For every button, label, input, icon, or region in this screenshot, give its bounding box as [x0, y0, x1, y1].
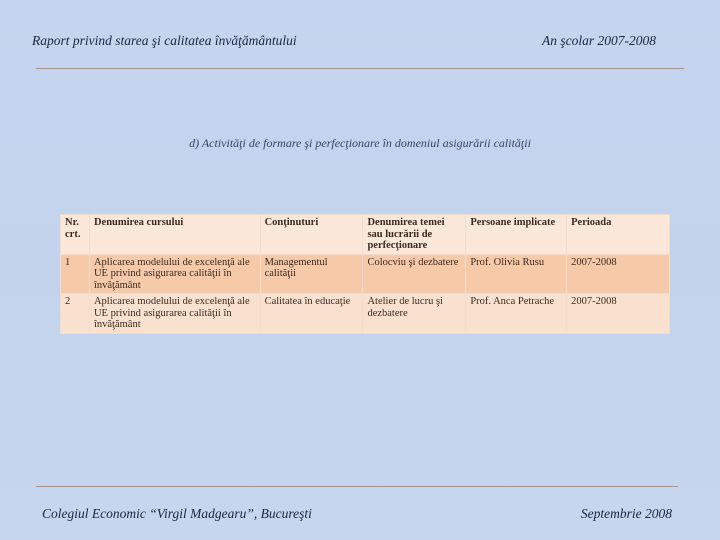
- cell-topic: Colocviu şi dezbatere: [363, 254, 466, 294]
- cell-nr: 1: [61, 254, 90, 294]
- cell-course: Aplicarea modelului de excelenţă ale UE privind asigurarea calităţii în învăţământ: [89, 254, 260, 294]
- header-school-year: An şcolar 2007-2008: [542, 33, 656, 48]
- cell-period: 2007-2008: [567, 254, 670, 294]
- header-report-title: Raport privind starea şi calitatea învăţământului: [32, 33, 297, 48]
- section-title: d) Activităţi de formare şi perfecţionare în domeniul asigurării calităţii: [189, 136, 531, 150]
- table-header-row: [61, 215, 670, 255]
- col-header-content: Conţinuturi: [260, 215, 363, 255]
- cell-period: 2007-2008: [567, 294, 670, 334]
- col-header-course: Denumirea cursului: [89, 215, 260, 255]
- footer-institution: Colegiul Economic “Virgil Madgearu”, Bucureşti: [42, 506, 312, 521]
- footer-date: Septembrie 2008: [580, 506, 672, 521]
- header-divider: [36, 68, 684, 69]
- col-header-nr: Nr. crt.: [61, 215, 90, 255]
- cell-persons: Prof. Olivia Rusu: [466, 254, 567, 294]
- table-row: [61, 294, 670, 334]
- col-header-period: Perioada: [567, 215, 670, 255]
- training-activities-table: [60, 214, 670, 334]
- cell-course: Aplicarea modelului de excelenţă ale UE privind asigurarea calităţii în învăţământ: [89, 294, 260, 334]
- cell-persons: Prof. Anca Petrache: [466, 294, 567, 334]
- footer-divider: [36, 486, 678, 487]
- col-header-persons: Persoane implicate: [466, 215, 567, 255]
- cell-topic: Atelier de lucru şi dezbatere: [363, 294, 466, 334]
- cell-content: Managementul calităţii: [260, 254, 363, 294]
- table-row: [61, 254, 670, 294]
- col-header-topic: Denumirea temei sau lucrării de perfecţionare: [363, 215, 466, 255]
- cell-nr: 2: [61, 294, 90, 334]
- cell-content: Calitatea în educaţie: [260, 294, 363, 334]
